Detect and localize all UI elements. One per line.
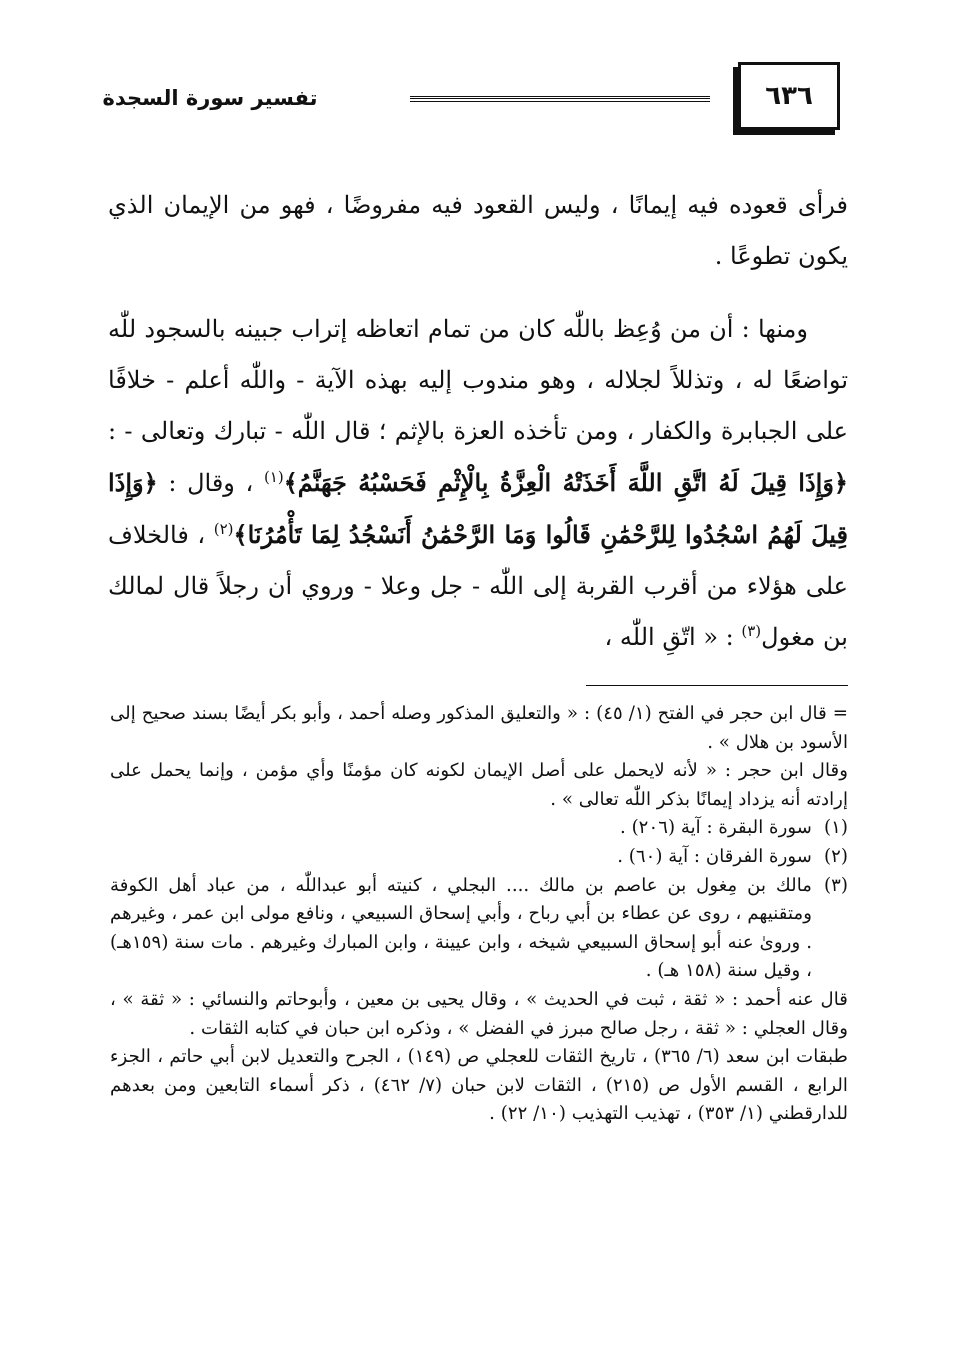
footnote-ref-3[interactable]: (٣) — [741, 622, 762, 640]
footnote-3-paragraph-3: طبقات ابن سعد (٦/ ٣٦٥) ، تاريخ الثقات للعجلي ص (١٤٩) ، الجرح والتعديل لابن أبي حاتم ، الجزء الرابع ، القسم الأول ص (٢١٥) ، الثقات لابن حبان (٧/ ٤٦٢) ، ذكر أسماء التابعين ومن بعدهم للدارقطني (١/ ٣٥٣) ، تهذيب التهذيب (١٠/ ٢٢) . — [110, 1046, 848, 1125]
footnote-2 — [110, 843, 848, 872]
paragraph-2-part-1: ومنها : أن من وُعِظ باللّٰه كان من تمام اتعاظه إتراب جبينه بالسجود للّٰه تواضعًا له ، وتذللاً لجلاله ، وهو مندوب إليه بهذه الآية - واللّٰه أعلم - خلافًا على الجبابرة والكفار ، ومن تأخذه العزة بالإثم ؛ قال اللّٰه - تبارك وتعالى - : — [108, 315, 848, 445]
paragraph-1: فرأى قعوده فيه إيمانًا ، وليس القعود فيه مفروضًا ، فهو من الإيمان الذي يكون تطوعًا . — [108, 191, 848, 270]
footnote-ref-1[interactable]: (١) — [263, 468, 284, 486]
quran-verse-2: ﴿وَإِذَا قِيلَ لَهُمُ اسْجُدُوا لِلرَّحْمَٰنِ قَالُوا وَمَا الرَّحْمَٰنُ أَنَسْجُدُ لِمَا تَأْمُرُنَا﴾ — [108, 468, 848, 549]
page-header — [100, 62, 860, 138]
footnote-ref-2[interactable]: (٢) — [213, 520, 234, 538]
running-title: تفسير سورة السجدة — [102, 86, 318, 110]
paragraph-2-part-3: ، فالخلاف على هؤلاء من أقرب القربة إلى اللّٰه - جل وعلا - وروي أن رجلاً قال لمالك بن مغول — [108, 521, 848, 651]
footnote-continuation-1: = قال ابن حجر في الفتح (١/ ٤٥) : « والتعليق المذكور وصله أحمد ، وأبو بكر أيضًا بسند صحيح إلى الأسود بن هلال » . — [110, 703, 848, 753]
footnote-1 — [110, 814, 848, 843]
footnotes — [110, 700, 848, 1129]
footnote-3-number: (٣) — [824, 874, 848, 896]
footnote-3 — [110, 872, 848, 986]
footnote-3-text: مالك بن مِغول بن عاصم بن مالك .... البجلي ، كنيته أبو عبداللّٰه ، من عباد أهل الكوفة ومتقنيهم ، روى عن عطاء بن أبي رباح ، وأبي إسحاق السبيعي ، ونافع مولى ابن عمر ، وغيرهم . وروىٰ عنه أبو إسحاق السبيعي شيخه ، وابن عيينة ، وابن المبارك وغيرهم . مات سنة (١٥٩هـ) ، وقيل سنة (١٥٨ هـ) . — [110, 874, 812, 982]
header-rule — [410, 96, 710, 102]
quran-verse-1: ﴿وَإِذَا قِيلَ لَهُ اتَّقِ اللَّهَ أَخَذَتْهُ الْعِزَّةُ بِالْإِثْمِ فَحَسْبُهُ جَهَنَّمُ﴾ — [283, 468, 848, 497]
page-number: ٦٣٦ — [765, 81, 813, 111]
footnote-1-number: (١) — [824, 817, 848, 839]
footnote-2-text: سورة الفرقان : آية (٦٠) . — [617, 845, 812, 867]
footnote-separator — [586, 685, 848, 686]
page-number-box — [738, 62, 840, 130]
paragraph-2-part-2: ، وقال : — [168, 469, 254, 497]
paragraph-2 — [108, 304, 848, 663]
footnote-1-text: سورة البقرة : آية (٢٠٦) . — [620, 817, 812, 839]
paragraph-2-part-4: : « اتّقِ اللّٰه ، — [604, 623, 734, 651]
footnote-2-number: (٢) — [824, 845, 848, 867]
footnote-continuation-2: وقال ابن حجر : « لأنه لايحمل على أصل الإيمان لكونه كان مؤمنًا وأي مؤمن ، وإنما يحمل على إرادته أنه يزداد إيمانًا بذكر اللّٰه تعالى » . — [110, 760, 848, 810]
main-text — [108, 180, 848, 663]
footnote-3-paragraph-2: قال عنه أحمد : « ثقة ، ثبت في الحديث » ، وقال يحيى بن معين ، وأبوحاتم والنسائي : « ثقة » ، وقال العجلي : « ثقة ، رجل صالح مبرز في الفضل » ، وذكره ابن حبان في كتابه الثقات . — [110, 988, 848, 1039]
